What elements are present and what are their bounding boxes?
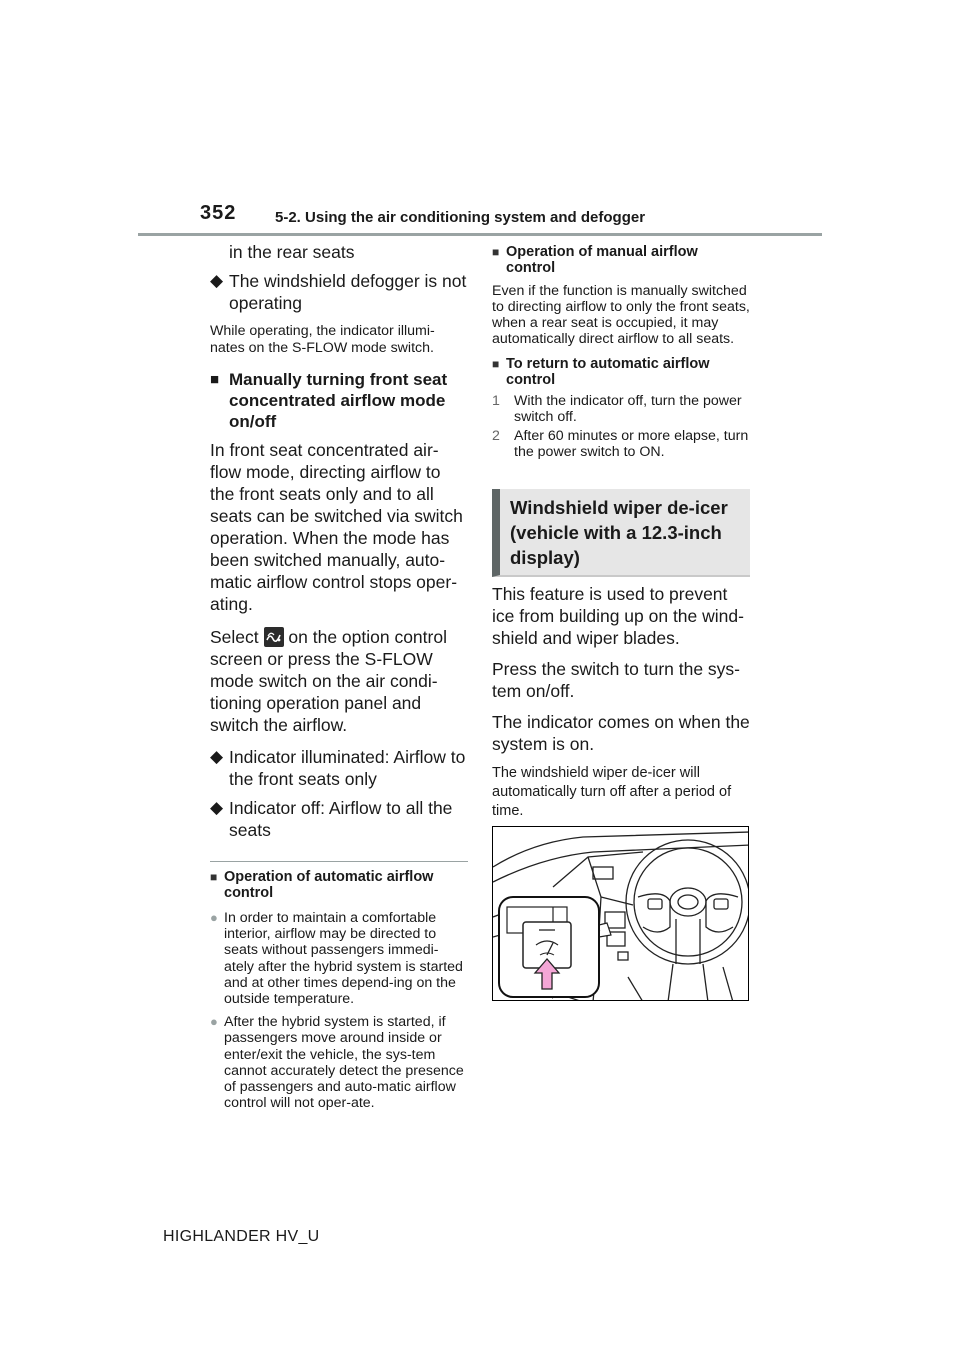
right-column-lower: [492, 583, 754, 821]
note-item-1: ● In order to maintain a comfortable interior, airflow may be directed to seats without passengers immedi-ately after the hybrid system is started and at other times depend-ing on the outside temperature.: [210, 910, 463, 1008]
header-rule: [138, 233, 822, 236]
section-heading: Windshield wiper de-icer (vehicle with a 12.3-inch display): [510, 497, 728, 568]
step-1: 1 With the indicator off, turn the power switch off.: [492, 393, 742, 425]
square-marker-icon: ■: [210, 870, 218, 884]
paragraph-select: Select on the option control screen or press the S-FLOW mode switch on the air condi-tioning operation panel and switch the airflow.: [210, 627, 447, 735]
square-marker-icon: ■: [492, 245, 500, 259]
note-item-2: ● After the hybrid system is started, if passengers move around inside or enter/exit the vehicle, the sys-tem cannot accurately detect the presence of passengers and auto-matic airflow control will not oper-ate.: [210, 1014, 464, 1112]
diamond-bullet-icon: ◆: [210, 747, 224, 766]
note-heading-manual: ■ Operation of manual airflow control: [492, 244, 698, 276]
diamond-bullet-icon: ◆: [210, 798, 224, 817]
deicer-illustration: [492, 826, 749, 1001]
section-heading-box: [492, 489, 750, 577]
paragraph-feature: This feature is used to prevent ice from building up on the wind-shield and wiper blades.: [492, 584, 744, 648]
s-flow-mode-icon: [264, 627, 284, 647]
dashboard-drawing: [493, 827, 749, 1001]
note-manual-text: Even if the function is manually switched to directing airflow to only the front seats, when a rear seat is occupied, it may automatically direct airflow to all seats.: [492, 283, 750, 347]
heading-manual: ■ Manually turning front seat concentrated airflow mode on/off: [210, 370, 448, 431]
note-heading-return: ■ To return to automatic airflow control: [492, 356, 710, 388]
continuation-text: in the rear seats: [229, 242, 355, 262]
diamond-bullet-icon: ◆: [210, 271, 224, 290]
indicator-note: While operating, the indicator illumi-nates on the S-FLOW mode switch.: [210, 323, 435, 356]
circle-marker-icon: ●: [210, 910, 218, 925]
bullet-defogger: ◆ The windshield defogger is not operating: [210, 271, 467, 313]
bullet-off: ◆ Indicator off: Airflow to all the seats: [210, 798, 453, 840]
note-heading-auto: ■ Operation of automatic airflow control: [210, 869, 434, 901]
page-number: 352: [200, 202, 237, 224]
right-column: [492, 240, 750, 460]
notes-divider: [210, 861, 468, 862]
bullet-illuminated: ◆ Indicator illuminated: Airflow to the front seats only: [210, 747, 466, 789]
footer-model: HIGHLANDER HV_U: [163, 1228, 320, 1245]
paragraph-manual: In front seat concentrated air-flow mode, directing airflow to the front seats only and to all seats can be switched via switch operation. When the mode has been switched manually, auto-matic airflow control stops oper-ating.: [210, 440, 463, 614]
square-marker-icon: ■: [492, 357, 500, 371]
step-2: 2 After 60 minutes or more elapse, turn the power switch to ON.: [492, 428, 749, 460]
paragraph-indicator: The indicator comes on when the system is on.: [492, 712, 750, 754]
square-marker-icon: ■: [210, 371, 220, 388]
note-auto-off: The windshield wiper de-icer will automatically turn off after a period of time.: [492, 765, 732, 819]
circle-marker-icon: ●: [210, 1014, 218, 1030]
left-column: [210, 240, 468, 1111]
paragraph-press: Press the switch to turn the sys-tem on/off.: [492, 659, 741, 701]
section-title: 5-2. Using the air conditioning system and defogger: [275, 209, 646, 226]
